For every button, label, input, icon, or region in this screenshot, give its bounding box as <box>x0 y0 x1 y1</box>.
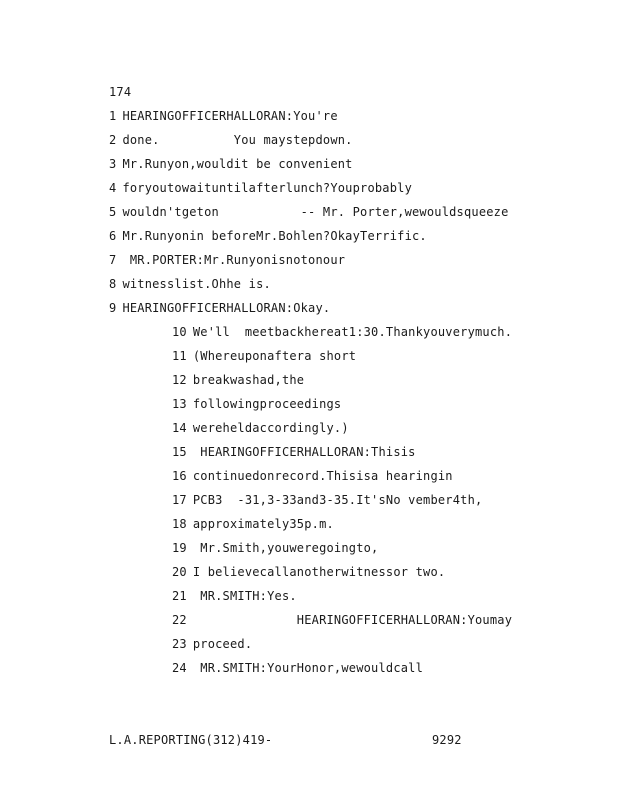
transcript-line <box>172 589 297 603</box>
line-number: 6 <box>109 229 117 243</box>
line-text: wereheldaccordingly.) <box>192 421 349 435</box>
line-number: 18 <box>172 517 187 531</box>
line-text: followingproceedings <box>192 397 342 411</box>
transcript-line <box>172 469 453 483</box>
line-text: approximately35p.m. <box>192 517 334 531</box>
page-number: 174 <box>109 85 132 99</box>
line-text: Mr.Runyon,wouldit be convenient <box>122 157 353 171</box>
transcript-line <box>172 421 349 435</box>
transcript-line <box>172 373 304 387</box>
line-number: 4 <box>109 181 117 195</box>
line-number: 5 <box>109 205 117 219</box>
transcript-line <box>109 301 330 315</box>
line-number: 20 <box>172 565 187 579</box>
line-text: HEARINGOFFICERHALLORAN:Thisis <box>192 445 416 459</box>
transcript-line <box>172 349 356 363</box>
transcript-line <box>109 205 509 219</box>
line-number: 8 <box>109 277 117 291</box>
transcript-line <box>172 445 416 459</box>
transcript-line <box>172 637 252 651</box>
line-number: 16 <box>172 469 187 483</box>
line-text: wouldn'tgeton -- Mr. Porter,wewouldsqueeze <box>122 205 509 219</box>
line-text: breakwashad,the <box>192 373 305 387</box>
transcript-line <box>172 397 341 411</box>
line-number: 22 <box>172 613 187 627</box>
transcript-line <box>109 277 271 291</box>
line-text: I believecallanotherwitnessor two. <box>192 565 446 579</box>
line-number: 12 <box>172 373 187 387</box>
line-number: 10 <box>172 325 187 339</box>
line-number: 9 <box>109 301 117 315</box>
footer-reporter: L.A.REPORTING(312)419- <box>109 733 273 747</box>
line-number: 19 <box>172 541 187 555</box>
line-number: 11 <box>172 349 187 363</box>
line-text: MR.PORTER:Mr.Runyonisnotonour <box>122 253 346 267</box>
transcript-line <box>109 229 427 243</box>
transcript-line <box>109 157 353 171</box>
transcript-line <box>109 133 353 147</box>
line-text: continuedonrecord.Thisisa hearingin <box>192 469 453 483</box>
line-number: 3 <box>109 157 117 171</box>
line-number: 2 <box>109 133 117 147</box>
line-text: witnesslist.Ohhe is. <box>122 277 271 291</box>
footer-number: 9292 <box>432 733 462 747</box>
line-number: 21 <box>172 589 187 603</box>
line-text: (Whereuponaftera short <box>192 349 357 363</box>
transcript-line <box>109 253 345 267</box>
line-text: foryoutowaituntilafterlunch?Youprobably <box>122 181 412 195</box>
line-text: PCB3 -31,3-33and3-35.It'sNo vember4th, <box>192 493 483 507</box>
transcript-line <box>109 109 338 123</box>
line-text: We'll meetbackhereat1:30.Thankyouverymuch. <box>192 325 513 339</box>
line-text: HEARINGOFFICERHALLORAN:Okay. <box>122 301 331 315</box>
line-text: Mr.Runyonin beforeMr.Bohlen?OkayTerrific. <box>122 229 427 243</box>
line-number: 14 <box>172 421 187 435</box>
line-text: proceed. <box>192 637 253 651</box>
line-number: 23 <box>172 637 187 651</box>
line-text: MR.SMITH:YourHonor,wewouldcall <box>192 661 424 675</box>
line-text: MR.SMITH:Yes. <box>192 589 297 603</box>
line-text: Mr.Smith,youweregoingto, <box>192 541 379 555</box>
transcript-line <box>172 325 512 339</box>
line-number: 7 <box>109 253 117 267</box>
line-number: 1 <box>109 109 117 123</box>
line-number: 24 <box>172 661 187 675</box>
transcript-line <box>172 517 334 531</box>
transcript-line <box>109 181 412 195</box>
line-text: done. You maystepdown. <box>122 133 353 147</box>
transcript-line <box>172 493 482 507</box>
transcript-line <box>172 541 378 555</box>
line-text: HEARINGOFFICERHALLORAN:You're <box>122 109 338 123</box>
transcript-line <box>172 565 445 579</box>
transcript-line <box>172 613 512 627</box>
line-text: HEARINGOFFICERHALLORAN:Youmay <box>192 613 513 627</box>
line-number: 15 <box>172 445 187 459</box>
transcript-line <box>172 661 423 675</box>
line-number: 13 <box>172 397 187 411</box>
line-number: 17 <box>172 493 187 507</box>
